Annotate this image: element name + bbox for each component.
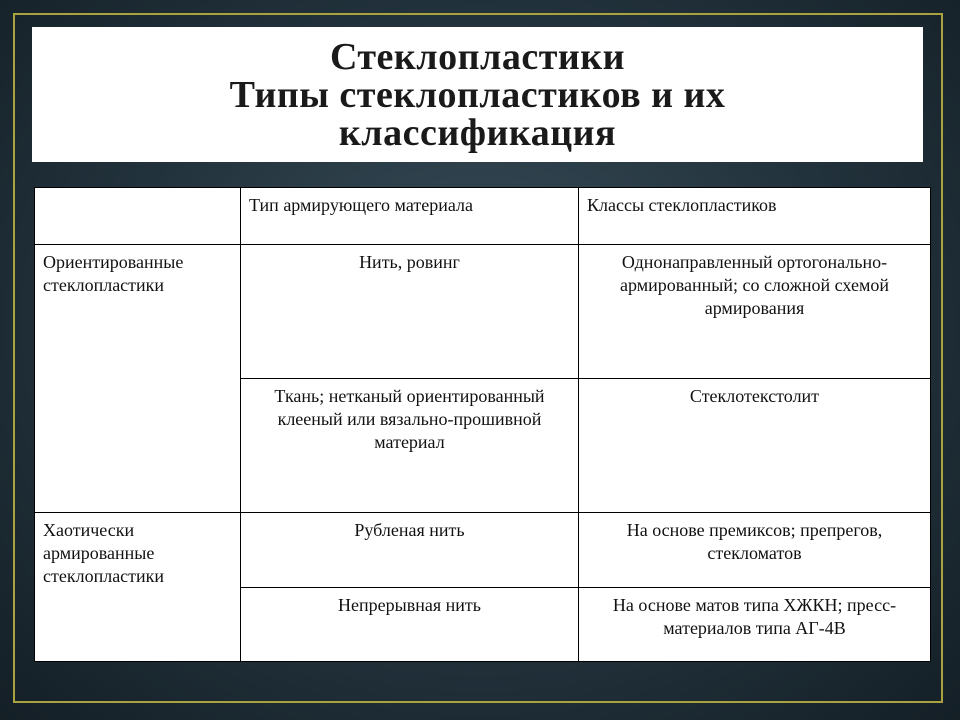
row2-material: Ткань; нетканый ориентированный клееный или вязально-прошивной материал [241, 379, 579, 513]
row4-material: Непрерывная нить [241, 588, 579, 662]
classification-table [34, 187, 930, 661]
table-row [35, 245, 931, 379]
row3-material: Рубленая нить [241, 513, 579, 588]
table-header-row [35, 188, 931, 245]
header-corner-cell [35, 188, 241, 245]
row2-classes: Стеклотекстолит [579, 379, 931, 513]
slide-title-line-2: Типы стеклопластиков и их [229, 73, 726, 116]
title-box [32, 27, 923, 162]
header-material: Тип армирующего материала [241, 188, 579, 245]
table-row [35, 513, 931, 588]
slide-title-line-1: Стеклопластики [329, 35, 626, 78]
slide-title-line-3: классификация [338, 111, 617, 154]
header-classes: Классы стеклопластиков [579, 188, 931, 245]
row4-classes: На основе матов типа ХЖКН; пресс-материалов типа АГ-4В [579, 588, 931, 662]
group-chaotic: Хаотически армированные стеклопластики [35, 513, 241, 662]
row1-material: Нить, ровинг [241, 245, 579, 379]
row3-classes: На основе премиксов; препрегов, стекломатов [579, 513, 931, 588]
group-oriented: Ориентированные стеклопластики [35, 245, 241, 513]
row1-classes: Однонаправленный ортогонально-армированный; со сложной схемой армирования [579, 245, 931, 379]
